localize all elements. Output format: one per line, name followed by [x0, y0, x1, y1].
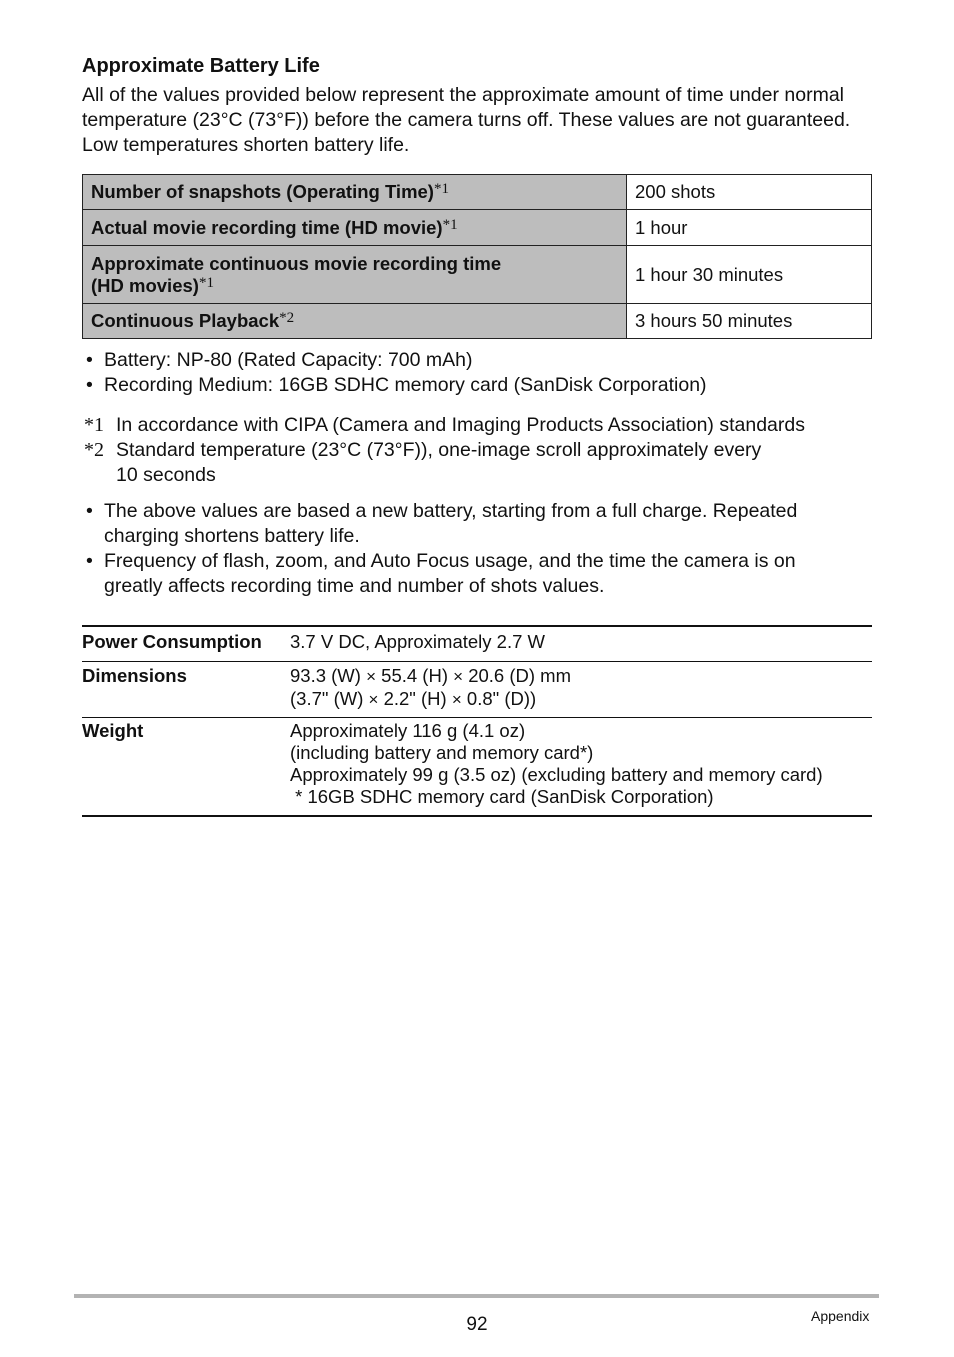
times-icon: ×: [451, 690, 462, 709]
row-value: 1 hour: [627, 210, 872, 246]
table-row: [82, 718, 872, 817]
table-row: [83, 175, 872, 210]
footer-section-label: Appendix: [811, 1308, 870, 1324]
note-mark: *: [295, 786, 303, 807]
table-row: [83, 304, 872, 339]
footnote-text: Standard temperature (23°C (73°F)), one-image scroll approximately every: [116, 439, 762, 461]
footnote-text: In accordance with CIPA (Camera and Imaging Products Association) standards: [116, 414, 805, 436]
spec-label: Power Consumption: [82, 631, 262, 652]
table-row: [83, 210, 872, 246]
spec-value: [290, 662, 872, 718]
notes-list: [82, 348, 872, 398]
table-row: [83, 246, 872, 304]
dimensions-imperial: (3.7" (W) × 2.2" (H) × 0.8" (D)): [290, 688, 537, 709]
row-value: 1 hour 30 minutes: [627, 246, 872, 304]
page-number: 92: [466, 1314, 488, 1335]
times-icon: ×: [368, 690, 379, 709]
dimensions-metric: 93.3 (W) × 55.4 (H) × 20.6 (D) mm: [290, 665, 571, 686]
list-item: • The above values are based a new battery, starting from a full charge. Repeated charging shortens battery life.: [86, 500, 798, 547]
spec-label: Weight: [82, 718, 290, 817]
section-heading: Approximate Battery Life: [82, 55, 320, 77]
times-icon: ×: [366, 667, 377, 686]
list-item: • Recording Medium: 16GB SDHC memory card (SanDisk Corporation): [86, 374, 707, 396]
footnote-ref: *2: [279, 310, 295, 326]
spec-label: Dimensions: [82, 662, 290, 718]
intro-paragraph: All of the values provided below represent the approximate amount of time under normal temperature (23°C (73°F)) before the camera turns off. These values are not guaranteed. Low temperatures shorten battery life.: [82, 84, 851, 156]
bullet-icon: •: [86, 349, 93, 371]
footer-divider: [74, 1294, 879, 1298]
footnote-ref: *1: [198, 274, 214, 291]
table-row: [82, 626, 872, 662]
footnote-mark: *2: [84, 439, 104, 461]
list-item: • Battery: NP-80 (Rated Capacity: 700 mAh): [86, 349, 473, 371]
footnote-text-line2: 10 seconds: [116, 464, 216, 486]
bullet-icon: •: [86, 374, 93, 396]
specifications-table: [82, 625, 872, 817]
spec-value: Approximately 116 g (4.1 oz) (including battery and memory card*) Approximately 99 g (3.5 oz) (excluding battery and memory card) * 16GB SDHC memory card (SanDisk Corporation): [290, 718, 872, 817]
list-item: • Frequency of flash, zoom, and Auto Focus usage, and the time the camera is on greatly affects recording time and number of shots values.: [86, 550, 796, 597]
footnote-item: [82, 438, 872, 488]
bullet-icon: •: [86, 550, 93, 572]
row-value: 3 hours 50 minutes: [627, 304, 872, 339]
row-label: Actual movie recording time (HD movie): [91, 216, 443, 238]
row-label: Number of snapshots (Operating Time): [91, 181, 434, 202]
spec-value: 3.7 V DC, Approximately 2.7 W: [290, 631, 545, 652]
footnote-ref: *1: [442, 216, 458, 233]
notes-list: [82, 499, 872, 599]
footnote-item: [82, 413, 872, 438]
weight-note: * 16GB SDHC memory card (SanDisk Corporation): [295, 786, 714, 807]
footnote-mark: *1: [84, 414, 104, 436]
footnote-ref: *1: [433, 181, 449, 197]
row-value: 200 shots: [627, 175, 872, 210]
table-row: [82, 662, 872, 718]
bullet-icon: •: [86, 500, 93, 522]
footnotes: [82, 413, 872, 488]
row-label-line2: (HD movies): [91, 274, 199, 296]
times-icon: ×: [453, 667, 464, 686]
row-label: Continuous Playback: [91, 310, 280, 331]
row-label: Approximate continuous movie recording time: [91, 252, 502, 274]
battery-life-table: [82, 174, 872, 339]
